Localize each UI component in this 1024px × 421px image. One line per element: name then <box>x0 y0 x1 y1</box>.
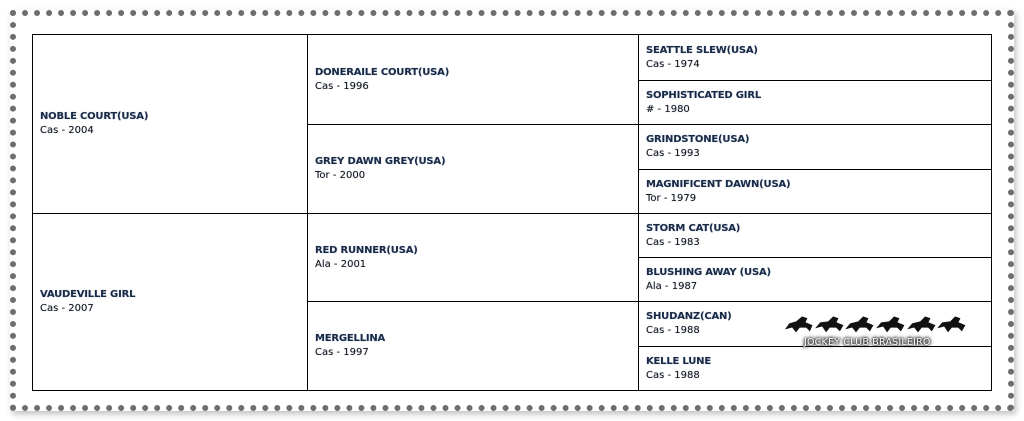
horse-name: GRINDSTONE(USA) <box>646 134 750 145</box>
horse-info: Cas - 1993 <box>646 148 700 159</box>
horse-info: Cas - 1974 <box>646 58 700 70</box>
horse-name: DONERAILE COURT(USA) <box>315 66 450 78</box>
horse-info: Tor - 1979 <box>646 192 697 204</box>
gen3-cell <box>638 124 991 169</box>
horse-info: Cas - 1988 <box>646 369 700 381</box>
horse-name: STORM CAT(USA) <box>646 222 741 234</box>
horse-name: MAGNIFICENT DAWN(USA) <box>646 178 791 190</box>
gen3-cell <box>638 257 991 301</box>
horse-info: Ala - 1987 <box>646 280 698 292</box>
horse-name: GREY DAWN GREY(USA) <box>315 156 446 167</box>
horse-name: SEATTLE SLEW(USA) <box>646 44 758 56</box>
horse-name: RED RUNNER(USA) <box>315 244 418 256</box>
horse-name: BLUSHING AWAY (USA) <box>646 266 771 278</box>
horse-info: Tor - 2000 <box>315 170 366 181</box>
horse-info: Cas - 1983 <box>646 236 700 248</box>
dam-dam-cell <box>307 301 638 390</box>
horse-info: Cas - 2007 <box>40 303 94 314</box>
running-horses-icon <box>780 312 968 338</box>
horse-info: # - 1980 <box>646 103 690 115</box>
sire-sire-cell <box>307 35 638 124</box>
horse-info: Cas - 1988 <box>646 325 700 336</box>
horse-info: Cas - 2004 <box>40 125 94 136</box>
logo-text: JOCKEY CLUB BRASILEIRO <box>804 337 931 348</box>
gen3-cell <box>638 35 991 80</box>
jockey-club-logo <box>780 312 968 354</box>
horse-info: Ala - 2001 <box>315 258 367 270</box>
sire-cell <box>33 35 307 213</box>
gen3-cell <box>638 80 991 124</box>
sire-dam-cell <box>307 124 638 213</box>
horse-info: Cas - 1996 <box>315 80 369 92</box>
gen3-cell <box>638 169 991 213</box>
horse-name: KELLE LUNE <box>646 355 711 367</box>
horse-info: Cas - 1997 <box>315 347 369 358</box>
dam-sire-cell <box>307 213 638 301</box>
horse-name: SOPHISTICATED GIRL <box>646 89 762 101</box>
horse-name: NOBLE COURT(USA) <box>40 111 149 122</box>
horse-name: SHUDANZ(CAN) <box>646 311 732 322</box>
dam-cell <box>33 213 307 390</box>
horse-name: MERGELLINA <box>315 333 386 344</box>
horse-name: VAUDEVILLE GIRL <box>40 289 136 300</box>
gen3-cell <box>638 213 991 257</box>
